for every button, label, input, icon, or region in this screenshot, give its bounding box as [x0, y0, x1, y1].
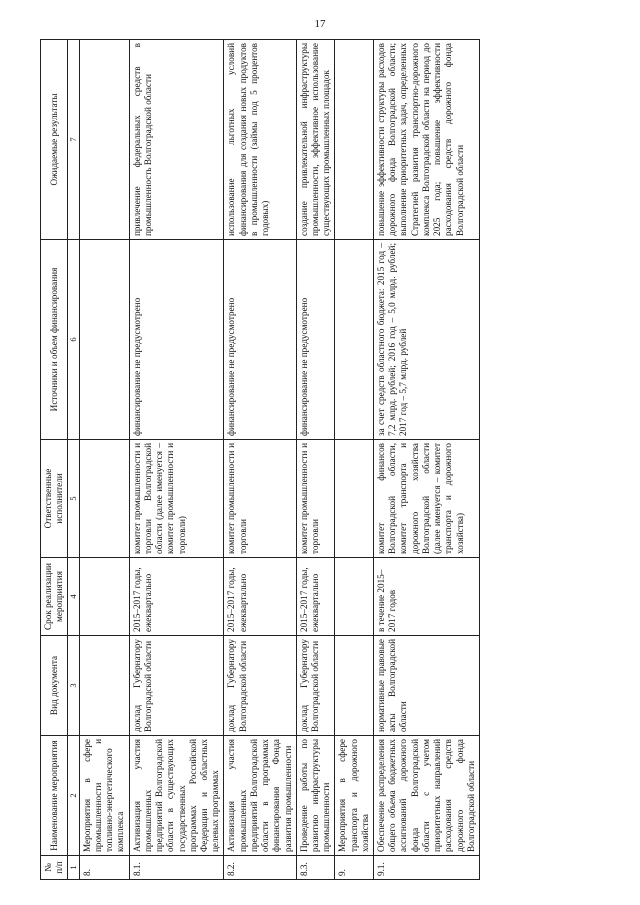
row-name: Мероприятия в сфере промышленности и топливно-энергетического комплекса	[79, 736, 129, 856]
row-num: 9.1.	[374, 856, 480, 880]
row-source: финансирование не предусмотрено	[224, 240, 296, 440]
header-num: № п/п	[41, 856, 68, 880]
row-term: 2015–2017 годы, ежеквартально	[129, 558, 224, 636]
table-row	[296, 40, 335, 880]
col-number: 2	[68, 736, 79, 856]
row-doc: доклад Губернатору Волгоградской области	[129, 636, 224, 736]
header-exec: Ответственные исполнители	[41, 440, 68, 558]
table-row	[129, 40, 224, 880]
row-source: финансирование не предусмотрено	[296, 240, 335, 440]
row-source: финансирование не предусмотрено	[129, 240, 224, 440]
row-result	[335, 40, 374, 240]
row-name: Активизация участия промышленных предприятий Волгоградской области в программах финансирования Фонда развития промышленности	[224, 736, 296, 856]
row-doc	[79, 636, 129, 736]
header-term: Срок реализации мероприятия	[41, 558, 68, 636]
row-name: Мероприятия в сфере транспорта и дорожного хозяйства	[335, 736, 374, 856]
table-row	[374, 40, 480, 880]
row-exec	[79, 440, 129, 558]
row-result: привлечение федеральных средств в промышленность Волгоградской области	[129, 40, 224, 240]
row-term: в течение 2015–2017 годов	[374, 558, 480, 636]
col-number: 3	[68, 636, 79, 736]
col-number: 6	[68, 240, 79, 440]
table-row	[224, 40, 296, 880]
row-source	[79, 240, 129, 440]
row-exec	[335, 440, 374, 558]
row-name: Обеспечение распределения общего объема бюджетных ассигнований дорожного фонда Волгоградской области с учетом приоритетных направлений расходования средств дорожного фонда Волгоградской области	[374, 736, 480, 856]
column-number-row	[68, 40, 79, 880]
row-term	[335, 558, 374, 636]
table-row	[335, 40, 374, 880]
header-doc: Вид документа	[41, 636, 68, 736]
row-doc: доклад Губернатору Волгоградской области	[296, 636, 335, 736]
header-source: Источники и объем финансирования	[41, 240, 68, 440]
row-source: за счет средств областного бюджета: 2015 год – 7,2 млрд. рублей; 2016 год – 5,0 млрд. рублей; 2017 год – 5,7 млрд. рублей	[374, 240, 480, 440]
row-num: 8.3.	[296, 856, 335, 880]
col-number: 4	[68, 558, 79, 636]
row-num: 9.	[335, 856, 374, 880]
col-number: 7	[68, 40, 79, 240]
col-number: 5	[68, 440, 79, 558]
col-number: 1	[68, 856, 79, 880]
row-doc: нормативные правовые акты Волгоградской области	[374, 636, 480, 736]
row-name: Активизация участия промышленных предприятий Волгоградской области в существующих государственных программах Российской Федерации и областных целевых программах	[129, 736, 224, 856]
row-result: повышение эффективности структуры расходов дорожного фонда Волгоградской области; выполнение приоритетных задач, определенных Стратегией развития транспортно-дорожного комплекса Волгоградской области на период до 2025 года; повышение эффективности расходования средств дорожного фонда Волгоградской области	[374, 40, 480, 240]
row-term	[79, 558, 129, 636]
row-source	[335, 240, 374, 440]
header-name: Наименование мероприятия	[41, 736, 68, 856]
measures-table	[40, 39, 480, 880]
header-result: Ожидаемые результаты	[41, 40, 68, 240]
row-exec: комитет промышленности и торговли	[224, 440, 296, 558]
row-num: 8.	[79, 856, 129, 880]
row-num: 8.2.	[224, 856, 296, 880]
row-num: 8.1.	[129, 856, 224, 880]
row-result: использование льготных условий финансирования для создания новых продуктов в промышленности (займы под 5 процентов годовых)	[224, 40, 296, 240]
row-doc: доклад Губернатору Волгоградской области	[224, 636, 296, 736]
row-name: Проведение работы по развитию инфраструктуры промышленности	[296, 736, 335, 856]
row-term: 2015–2017 годы, ежеквартально	[296, 558, 335, 636]
landscape-table-wrapper	[40, 0, 600, 880]
row-term: 2015–2017 годы, ежеквартально	[224, 558, 296, 636]
row-doc	[335, 636, 374, 736]
row-exec: комитет финансов Волгоградской области, комитет транспорта и дорожного хозяйства Волгоградской области (далее именуется – комитет транспорта и дорожного хозяйства)	[374, 440, 480, 558]
row-result: создание привлекательной инфраструктуры промышленности, эффективное использование существующих промышленных площадок	[296, 40, 335, 240]
row-result	[79, 40, 129, 240]
table-row	[79, 40, 129, 880]
row-exec: комитет промышленности и торговли Волгоградской области (далее именуется – комитет промышленности и торговли)	[129, 440, 224, 558]
row-exec: комитет промышленности и торговли	[296, 440, 335, 558]
page-number: 17	[314, 18, 326, 30]
header-row	[41, 40, 68, 880]
